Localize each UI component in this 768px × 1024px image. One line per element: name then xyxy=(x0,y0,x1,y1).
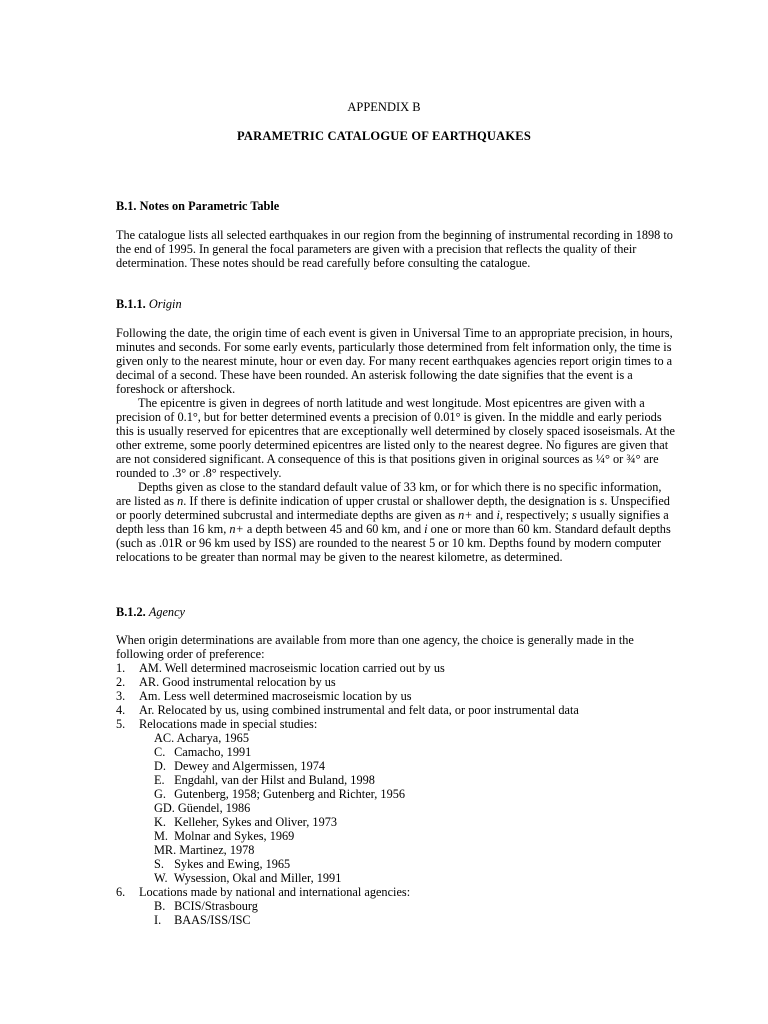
section-b12-number: B.1.2. xyxy=(116,605,146,619)
document-title: PARAMETRIC CATALOGUE OF EARTHQUAKES xyxy=(237,129,531,143)
agency-item: I. BAAS/ISS/ISC xyxy=(154,913,251,927)
section-b1-heading: B.1. Notes on Parametric Table xyxy=(116,199,280,213)
p3-text-g: a depth between 45 and 60 km, and xyxy=(243,522,425,536)
study-item: GD. Güendel, 1986 xyxy=(154,801,251,815)
p3-text-b: . If there is definite indication of upper crustal or shallower depth, the designation is xyxy=(183,494,600,508)
origin-paragraph-2 xyxy=(116,396,676,480)
study-item: MR. Martinez, 1978 xyxy=(154,843,255,857)
p3-text-e: , respectively; xyxy=(499,508,572,522)
p3-text-a: Depths given as close to the standard default value of 33 km, or for which there is no specific information, are listed as xyxy=(116,480,662,508)
study-item: C. Camacho, 1991 xyxy=(154,745,252,759)
p3-text-f: usually signifies a depth less than 16 km, xyxy=(116,508,669,536)
section-b11-name: Origin xyxy=(148,297,182,311)
study-item: D. Dewey and Algermissen, 1974 xyxy=(154,759,326,773)
origin-paragraph-2-text: The epicentre is given in degrees of north latitude and west longitude. Most epicentres are given with a precision of 0.1°, but for better determined events a precision of 0.01° is given. In the middle and early periods this is usually reserved for epicentres that are exceptionally well determined by closely spaced isoseismals. At the other extreme, some poorly determined epicentres are listed only to the nearest degree. No figures are given that are not considered significant. A consequence of this is that positions given in original sources as ¼° or ¾° are rounded to .3° or .8° respectively. xyxy=(116,396,675,480)
section-b1-paragraph: The catalogue lists all selected earthquakes in our region from the beginning of instrumental recording in 1898 to the end of 1995. In general the focal parameters are given with a precision that reflects the quality of their determination. These notes should be read carefully before consulting the catalogue. xyxy=(116,228,673,270)
list-item: 3. Am. Less well determined macroseismic location by us xyxy=(116,689,412,703)
list-item: 6. Locations made by national and international agencies: xyxy=(116,885,411,899)
p3-i2: i xyxy=(424,522,428,536)
agency-preference-list xyxy=(116,661,676,927)
study-item: M. Molnar and Sykes, 1969 xyxy=(154,829,295,843)
p3-s: s xyxy=(599,494,605,508)
section-b11-number: B.1.1. xyxy=(116,297,146,311)
p3-text-c: . Unspecified or poorly determined subcrustal and intermediate depths are given as xyxy=(116,494,670,522)
list-item: 5. Relocations made in special studies: xyxy=(116,717,318,731)
appendix-label: APPENDIX B xyxy=(347,100,421,114)
p3-s2: s xyxy=(571,508,577,522)
list-item: 1. AM. Well determined macroseismic location carried out by us xyxy=(116,661,445,675)
section-b12-name: Agency xyxy=(148,605,185,619)
list-item: 4. Ar. Relocated by us, using combined instrumental and felt data, or poor instrumental data xyxy=(116,703,579,717)
p3-nplus: n+ xyxy=(458,508,473,522)
list-item: 2. AR. Good instrumental relocation by us xyxy=(116,675,336,689)
agency-intro: When origin determinations are available from more than one agency, the choice is generally made in the following order of preference: xyxy=(116,633,634,661)
study-item: K. Kelleher, Sykes and Oliver, 1973 xyxy=(154,815,338,829)
p3-i: i xyxy=(496,508,500,522)
p3-text-d: and xyxy=(472,508,497,522)
study-item: S. Sykes and Ewing, 1965 xyxy=(154,857,291,871)
study-item: E. Engdahl, van der Hilst and Buland, 1998 xyxy=(154,773,375,787)
section-b11-heading xyxy=(116,297,182,311)
section-b12-heading xyxy=(116,605,185,619)
p3-text-h: one or more than 60 km. Standard default depths (such as .01R or 96 km used by ISS) are rounded to the nearest 5 or 10 km. Depths found by modern computer relocations to be greater than normal may be given to the nearest kilometre, as determined. xyxy=(116,522,671,564)
study-item: AC. Acharya, 1965 xyxy=(154,731,249,745)
study-item: W. Wysession, Okal and Miller, 1991 xyxy=(154,871,342,885)
p3-nplus2: n+ xyxy=(229,522,244,536)
origin-paragraph-3 xyxy=(116,480,676,564)
p3-n: n xyxy=(177,494,184,508)
agency-item: B. BCIS/Strasbourg xyxy=(154,899,258,913)
origin-paragraph-1: Following the date, the origin time of each event is given in Universal Time to an appropriate precision, in hours, minutes and seconds. For some early events, particularly those determined from felt information only, the time is given only to the nearest minute, hour or even day. For many recent earthquakes agencies report origin times to a decimal of a second. These have been rounded. An asterisk following the date signifies that the event is a foreshock or aftershock. xyxy=(116,326,673,396)
study-item: G. Gutenberg, 1958; Gutenberg and Richter, 1956 xyxy=(154,787,406,801)
